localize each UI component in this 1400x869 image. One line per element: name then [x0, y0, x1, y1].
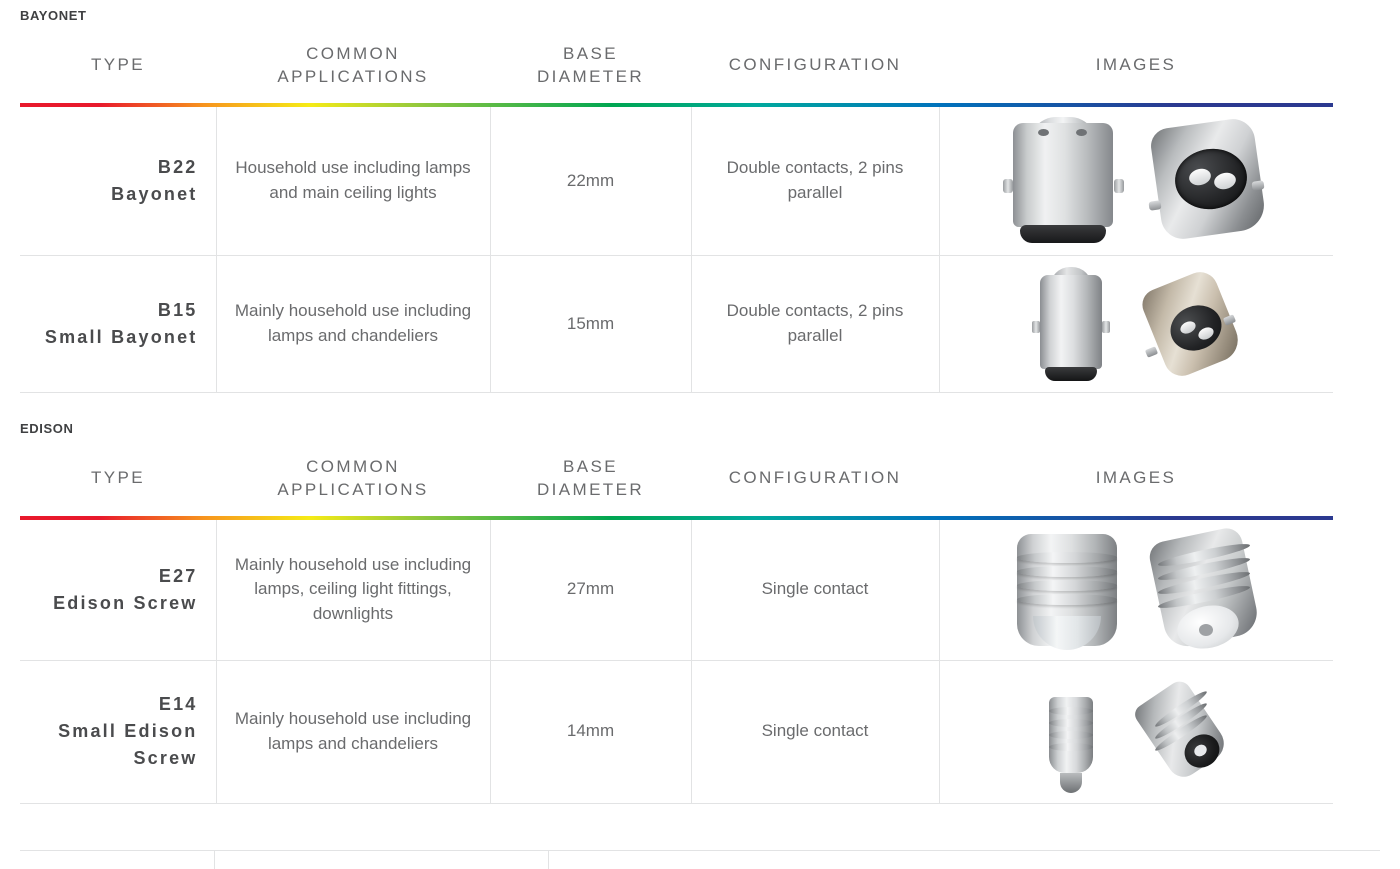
cell-images — [939, 255, 1333, 392]
cell-base-diameter: 15mm — [490, 255, 691, 392]
cell-type: B22 Bayonet — [20, 107, 216, 256]
edison-table — [20, 446, 1333, 804]
table-row — [20, 107, 1333, 256]
bayonet-table — [20, 33, 1333, 393]
column-header-common-applications: COMMON APPLICATIONS — [277, 456, 429, 499]
cell-images — [939, 520, 1333, 661]
cell-applications: Mainly household use including lamps and chandeliers — [216, 660, 490, 803]
cell-applications: Mainly household use including lamps, ceiling light fittings, downlights — [216, 520, 490, 661]
column-header-base-diameter: BASE DIAMETER — [536, 44, 645, 86]
cell-base-diameter: 22mm — [490, 107, 691, 256]
cell-configuration: Single contact — [691, 660, 939, 803]
b15-cap-front-photo — [1028, 265, 1114, 383]
cell-configuration: Double contacts, 2 pins parallel — [691, 255, 939, 392]
e14-cap-angled-photo — [1132, 673, 1236, 791]
e27-cap-angled-photo — [1149, 528, 1261, 652]
column-header-type: TYPE — [90, 55, 145, 75]
bayonet-table-header — [20, 33, 1333, 107]
e27-cap-front-photo — [1011, 530, 1123, 650]
column-header-images: IMAGES — [1095, 468, 1177, 488]
column-header-configuration: CONFIGURATION — [728, 468, 902, 488]
column-header-type: TYPE — [90, 468, 145, 488]
cell-base-diameter: 27mm — [490, 520, 691, 661]
cell-images — [939, 660, 1333, 803]
cell-images — [939, 107, 1333, 256]
column-header-base-diameter: BASE DIAMETER — [536, 456, 645, 499]
e14-cap-front-photo — [1036, 669, 1106, 795]
next-table-partial-row — [20, 850, 1380, 869]
cell-base-diameter: 14mm — [490, 660, 691, 803]
cell-type: E14 Small Edison Screw — [20, 660, 216, 803]
b15-cap-angled-photo — [1140, 264, 1244, 384]
table-row — [20, 660, 1333, 803]
cell-configuration: Double contacts, 2 pins parallel — [691, 107, 939, 256]
section-label-edison: EDISON — [20, 420, 74, 436]
cell-applications: Mainly household use including lamps and chandeliers — [216, 255, 490, 392]
b22-cap-angled-photo — [1148, 115, 1268, 247]
cell-type: E27 Edison Screw — [20, 520, 216, 661]
edison-table-header — [20, 446, 1333, 520]
table-row — [20, 520, 1333, 661]
table-row — [20, 255, 1333, 392]
column-header-common-applications: COMMON APPLICATIONS — [277, 44, 429, 86]
cell-applications: Household use including lamps and main ceiling lights — [216, 107, 490, 256]
cell-type: B15 Small Bayonet — [20, 255, 216, 392]
b22-cap-front-photo — [1004, 117, 1122, 245]
column-header-images: IMAGES — [1095, 55, 1177, 75]
cell-configuration: Single contact — [691, 520, 939, 661]
section-label-bayonet: BAYONET — [20, 8, 87, 23]
column-header-configuration: CONFIGURATION — [728, 55, 902, 75]
